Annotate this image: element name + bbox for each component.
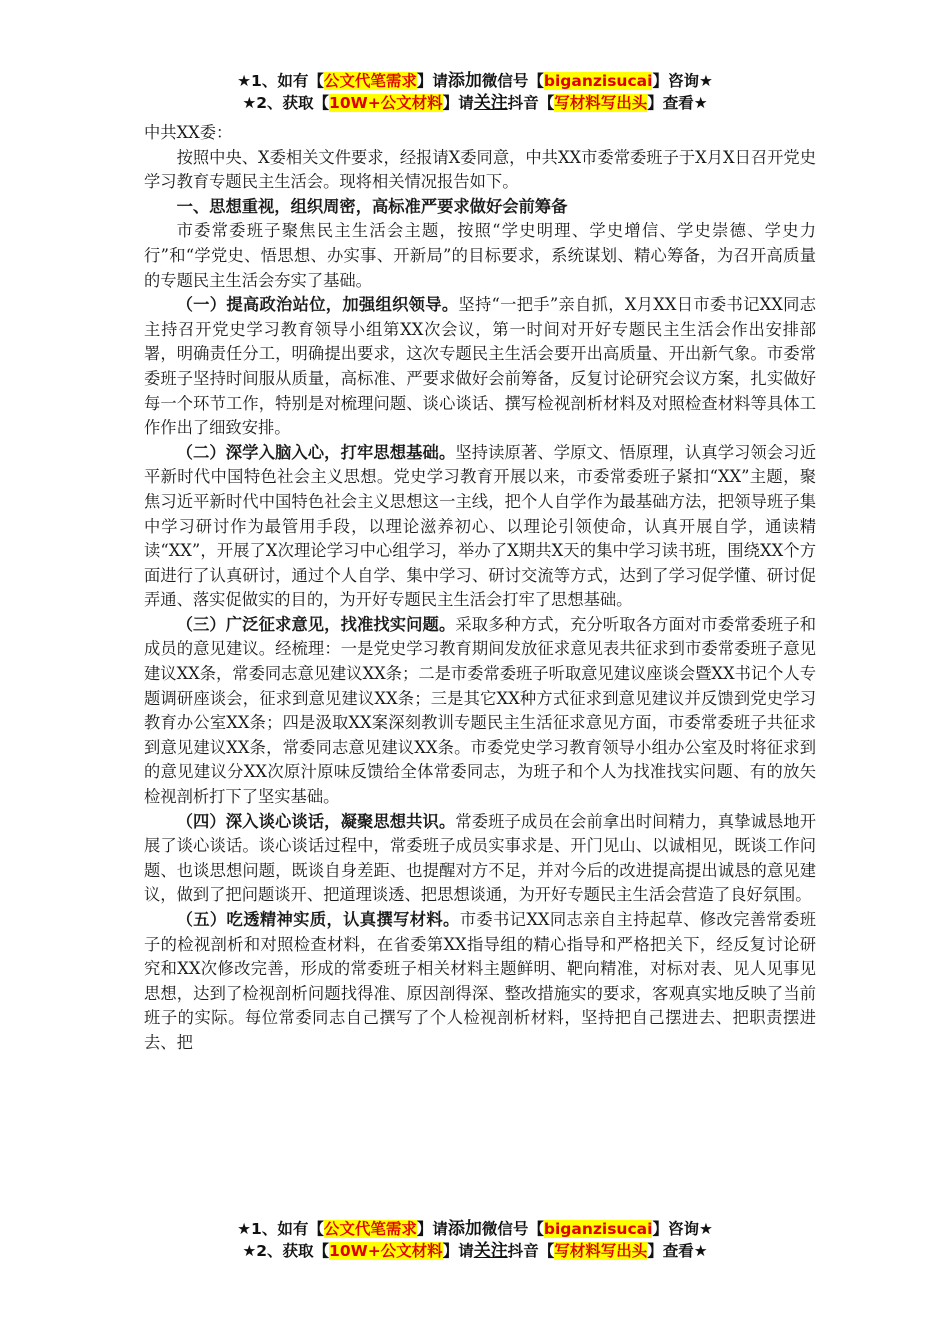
salutation: 中共XX委： <box>144 123 233 142</box>
item-title: （二）深学入脑入心，打牢思想基础。 <box>176 442 456 462</box>
promo-emphasis: 关注 <box>473 93 508 113</box>
document-body <box>144 121 816 1056</box>
promo-emphasis: 关注 <box>473 1241 508 1261</box>
promo-highlight: biganzisucai <box>543 1220 653 1238</box>
promo-highlight: 10W+公文材料 <box>329 94 443 112</box>
promo-text: ★1、如有【 <box>237 1220 324 1238</box>
promo-highlight: 写材料写出头 <box>554 94 648 112</box>
promo-highlight: 公文代笔需求 <box>323 1220 417 1238</box>
item-title: （五）吃透精神实质，认真撰写材料。 <box>176 910 460 929</box>
item-title: （四）深入谈心谈话，凝聚思想共识。 <box>176 811 456 831</box>
promo-highlight: 10W+公文材料 <box>329 1242 443 1260</box>
item-text: 采取多种方式，充分听取各方面对市委常委班子和成员的意见建议。经梳理：一是党史学习教育期间发放征求意见表共征求到市委常委班子意见建议XX条，常委同志意见建议XX条；二是市委常委班子听取意见建议座谈会暨XX书记个人专题调研座谈会，征求到意见建议XX条；三是其它XX种方式征求到意见建议并反馈到党史学习教育办公室XX条；四是汲取XX案深刻教训专题民主生活征求意见方面，市委常委班子共征求到意见建议XX条，常委同志意见建议XX条。市委党史学习教育领导小组办公室及时将征求到的意见建议分XX次原汁原味反馈给全体常委同志，为班子和个人为找准找实问题、有的放矢检视剖析打下了坚实基础。 <box>144 614 816 807</box>
item-text: 坚持读原著、学原文、悟原理，认真学习领会习近平新时代中国特色社会主义思想。党史学习教育开展以来，市委常委班子紧扣“XX”主题，聚焦习近平新时代中国特色社会主义思想这一主线，把个人自学作为最基础方法，把领导班子集中学习研讨作为最管用手段，以理论滋养初心、以理论引领使命，认真开展自学，通读精读“XX”，开展了X次理论学习中心组学习，举办了X期共X天的集中学习读书班，围绕XX个方面进行了认真研讨，通过个人自学、集中学习、研讨交流等方式，达到了学习促学懂、研讨促弄通、落实促做实的目的，为开好专题民主生活会打牢了思想基础。 <box>144 442 816 610</box>
promo-text: 】请 <box>416 1220 448 1238</box>
item-title: （一）提高政治站位，加强组织领导。 <box>176 295 459 315</box>
item-paragraph <box>144 293 816 441</box>
item-text: 市委书记XX同志亲自主持起草、修改完善常委班子的检视剖析和对照检查材料，在省委第XX指导组的精心指导和严格把关下，经反复讨论研究和XX次修改完善，形成的常委班子相关材料主题鲜明、靶向精准，对标对表、见人见事见思想，达到了检视剖析问题找得准、原因剖得深、整改措施实的要求，客观真实地反映了当前班子的实际。每位常委同志自己撰写了个人检视剖析材料，坚持把自己摆进去、把职责摆进去、把 <box>144 910 816 1052</box>
promo-line-2 <box>0 1240 950 1262</box>
item-paragraph <box>144 810 816 908</box>
promo-emphasis: 添加 <box>447 71 482 91</box>
promo-highlight: biganzisucai <box>543 72 653 90</box>
promo-line-2 <box>0 92 950 114</box>
promo-banner-bottom <box>0 1218 950 1262</box>
promo-text: 微信号【 <box>481 1220 544 1238</box>
item-text: 坚持“一把手”亲自抓，X月XX日市委书记XX同志主持召开党史学习教育领导小组第XX次会议，第一时间对开好专题民主生活会作出安排部署，明确责任分工，明确提出要求，这次专题民主生活会要开出高质量、开出新气象。市委常委班子坚持时间服从质量，高标准、严要求做好会前筹备，反复讨论研究会议方案，扎实做好每一个环节工作，特别是对梳理问题、谈心谈话、撰写检视剖析材料及对照检查材料等具体工作作出了细致安排。 <box>144 295 816 438</box>
intro-paragraph: 按照中央、X委相关文件要求，经报请X委同意，中共XX市委常委班子于X月X日召开党史学习教育专题民主生活会。现将相关情况报告如下。 <box>144 147 816 192</box>
promo-text: 】咨询★ <box>652 1220 713 1238</box>
promo-text: ★2、获取【 <box>242 1242 330 1260</box>
promo-emphasis: 添加 <box>447 1219 482 1239</box>
item-paragraph <box>144 441 816 613</box>
promo-text: 抖音【 <box>507 1242 555 1260</box>
promo-highlight: 写材料写出头 <box>554 1242 648 1260</box>
promo-text: 】请 <box>416 72 448 90</box>
promo-text: ★1、如有【 <box>237 72 324 90</box>
promo-text: 抖音【 <box>507 94 555 112</box>
item-title: （三）广泛征求意见，找准找实问题。 <box>176 614 456 634</box>
promo-line-1 <box>0 1218 950 1240</box>
section-intro-paragraph: 市委常委班子聚焦民主生活会主题，按照“学史明理、学史增信、学史崇德、学史力行”和“学党史、悟思想、办实事、开新局”的目标要求，系统谋划、精心筹备，为召开高质量的专题民主生活会夯实了基础。 <box>144 221 816 290</box>
promo-text: 】咨询★ <box>652 72 713 90</box>
promo-highlight: 公文代笔需求 <box>323 72 417 90</box>
promo-text: 】请 <box>442 1242 474 1260</box>
promo-text: 微信号【 <box>481 72 544 90</box>
item-text: 常委班子成员在会前拿出时间精力，真挚诚恳地开展了谈心谈话。谈心谈话过程中，常委班子成员实事求是、开门见山、以诚相见，既谈工作问题、也谈思想问题，既谈自身差距、也提醒对方不足，并对今后的改进提高提出诚恳的意见建议，做到了把问题谈开、把道理谈透、把思想谈通，为开好专题民主生活会营造了良好氛围。 <box>144 811 816 905</box>
promo-text: 】查看★ <box>647 94 708 112</box>
promo-text: 】查看★ <box>647 1242 708 1260</box>
promo-line-1 <box>0 70 950 92</box>
promo-banner-top <box>0 70 950 114</box>
item-paragraph <box>144 613 816 810</box>
item-paragraph <box>144 908 816 1056</box>
promo-text: ★2、获取【 <box>242 94 330 112</box>
promo-text: 】请 <box>442 94 474 112</box>
section-heading: 一、思想重视，组织周密，高标准严要求做好会前筹备 <box>176 196 568 216</box>
